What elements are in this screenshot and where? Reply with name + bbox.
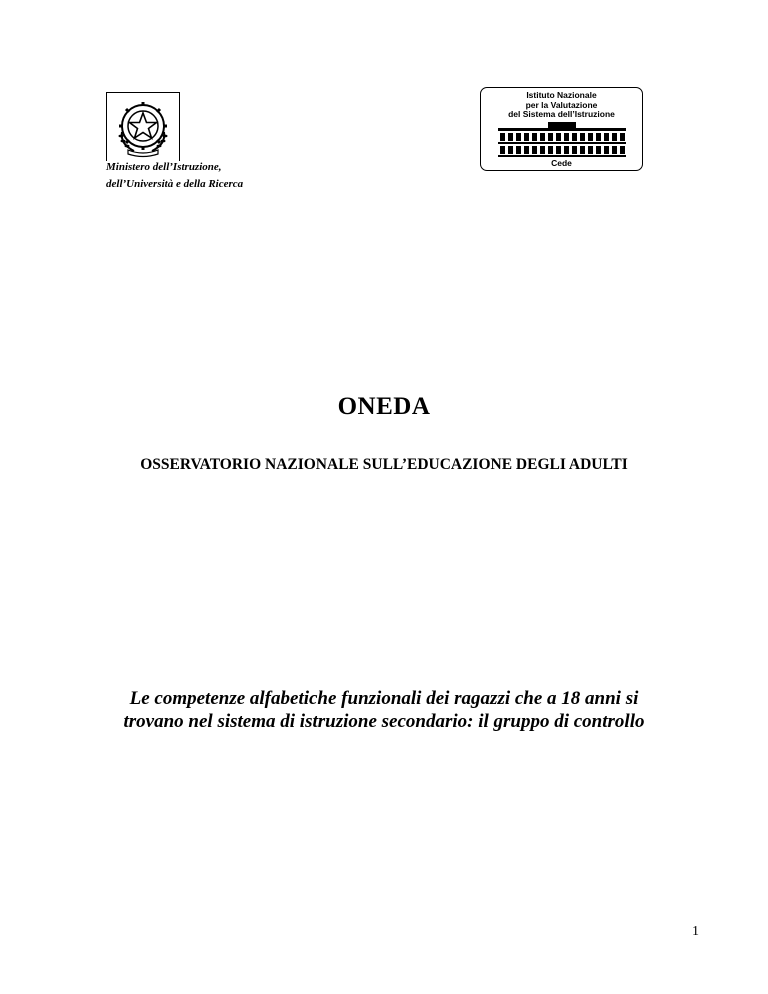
institute-cede-label: Cede <box>551 157 572 168</box>
institute-name <box>481 91 642 120</box>
ministry-name-line1: Ministero dell’Istruzione, <box>106 161 222 173</box>
page-title: ONEDA <box>337 393 431 420</box>
document-heading <box>60 687 708 733</box>
ministry-logo-block <box>106 92 276 191</box>
institute-logo-block <box>480 87 643 171</box>
institute-name-line2: per la Valutazione <box>525 99 598 110</box>
document-heading-line2: trovano nel sistema di istruzione secondario: il gruppo di controllo <box>123 711 645 732</box>
italian-republic-emblem-icon <box>112 96 174 158</box>
page-number: 1 <box>692 924 699 939</box>
emblem-frame <box>106 92 180 161</box>
institute-name-line3: del Sistema dell’Istruzione <box>508 109 615 119</box>
institute-building-icon <box>496 122 628 158</box>
institute-name-line1: Istituto Nazionale <box>526 90 597 100</box>
ministry-name-line2: dell’Università e della Ricerca <box>106 178 244 190</box>
page-subtitle: OSSERVATORIO NAZIONALE SULL’EDUCAZIONE DEGLI ADULTI <box>140 456 628 473</box>
document-heading-line1: Le competenze alfabetiche funzionali dei ragazzi che a 18 anni si <box>129 688 639 709</box>
